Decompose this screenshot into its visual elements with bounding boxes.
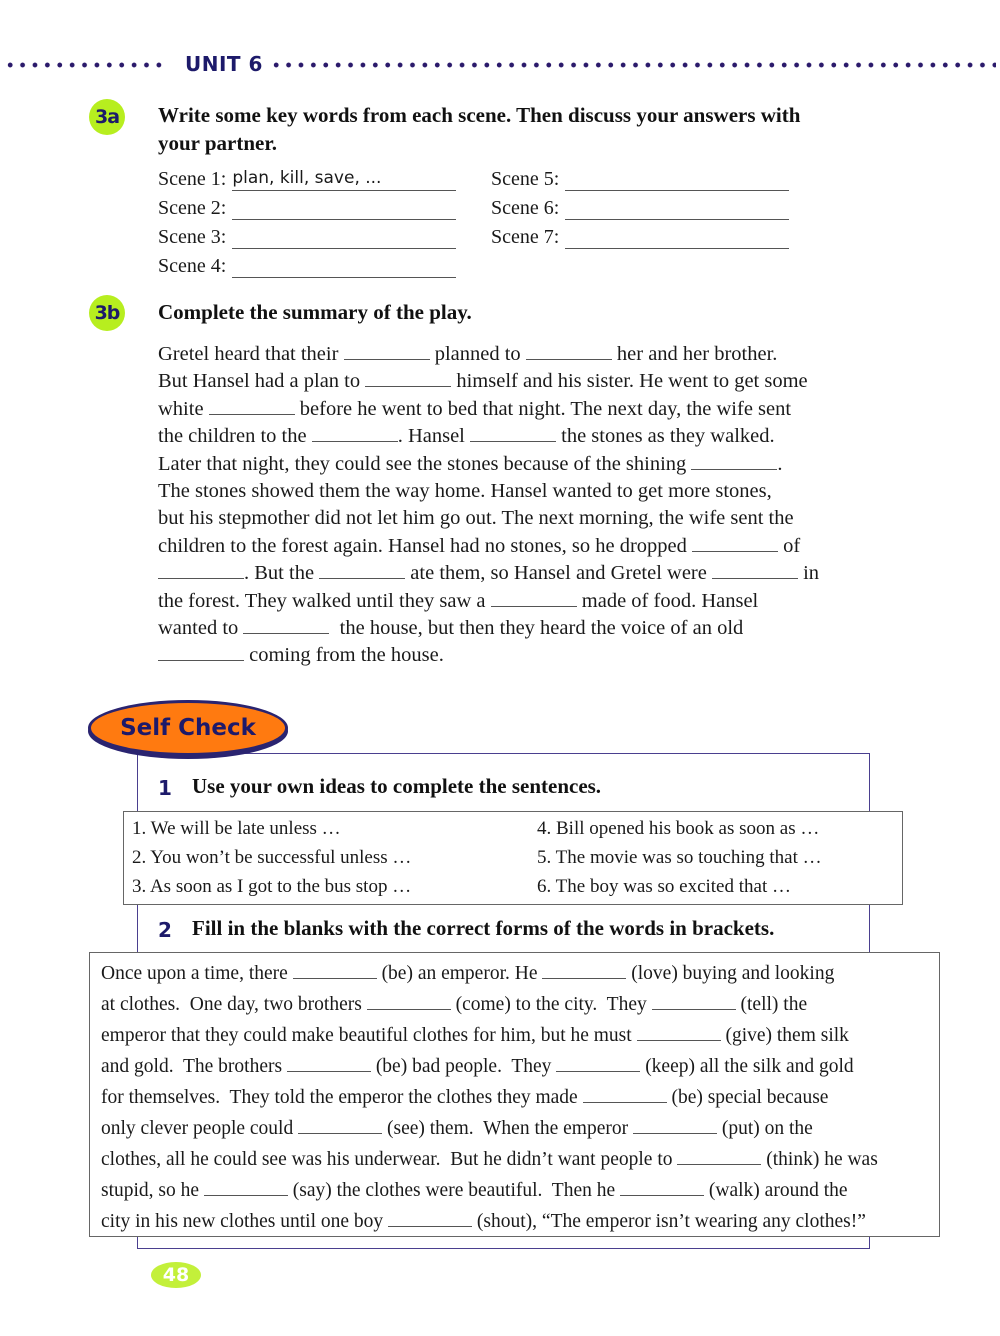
text-line: [101, 1020, 939, 1051]
exercise-3a-instruction: [158, 101, 800, 157]
section-2-title: Fill in the blanks with the correct forms of the words in brackets.: [192, 916, 775, 940]
text-segment: the stones as they walked.: [556, 425, 775, 448]
answer-blank[interactable]: [637, 1023, 721, 1041]
answer-blank[interactable]: [367, 992, 451, 1010]
text-segment: (say) the clothes were beautiful. Then he: [287, 1180, 621, 1201]
scene-2-field[interactable]: [158, 197, 456, 220]
summary-paragraph: [158, 341, 918, 670]
scene-6-field[interactable]: [491, 197, 789, 220]
text-line: [158, 368, 918, 395]
text-line: [158, 505, 918, 532]
scene-label: Scene 1:: [158, 168, 227, 190]
answer-blank[interactable]: [243, 615, 329, 634]
scene-4-field[interactable]: [158, 255, 456, 278]
text-segment: Once upon a time, there: [101, 963, 293, 984]
answer-blank[interactable]: [344, 341, 430, 360]
text-segment: (see) them. When the emperor: [382, 1118, 633, 1139]
answer-blank[interactable]: [293, 961, 377, 979]
text-segment: (be) an emperor. He: [376, 963, 543, 984]
scene-label: Scene 7:: [491, 226, 560, 248]
text-segment: in: [797, 562, 820, 585]
answer-blank[interactable]: [158, 560, 244, 579]
text-line: [101, 1113, 939, 1144]
answer-blank[interactable]: [470, 423, 556, 442]
text-segment: her and her brother.: [611, 343, 778, 365]
text-line: [101, 1175, 939, 1206]
answer-blank[interactable]: [312, 423, 398, 442]
scene-answer-line[interactable]: [232, 255, 456, 278]
section-2-number: 2: [158, 918, 172, 942]
text-segment: but his stepmother did not let him go out. The next morning, the wife sent the: [158, 507, 794, 530]
scene-label: Scene 6:: [491, 197, 560, 219]
answer-blank[interactable]: [319, 560, 405, 579]
text-segment: city in his new clothes until one boy: [101, 1211, 389, 1232]
text-segment: . But the: [244, 562, 320, 585]
text-line: [158, 642, 918, 669]
instruction-line-2: your partner.: [158, 131, 278, 155]
answer-blank[interactable]: [287, 1054, 371, 1072]
instruction-line-1: Write some key words from each scene. Then discuss your answers with: [158, 103, 801, 127]
text-segment: stupid, so he: [101, 1180, 204, 1201]
text-segment: and gold. The brothers: [101, 1056, 287, 1077]
answer-blank[interactable]: [691, 451, 777, 470]
answer-blank[interactable]: [542, 961, 626, 979]
text-segment: (be) bad people. They: [370, 1056, 557, 1077]
sentence-prompt: 6. The boy was so excited that …: [537, 876, 791, 897]
exercise-3b-instruction: Complete the summary of the play.: [158, 300, 472, 324]
scene-answer-line[interactable]: [565, 168, 789, 191]
text-segment: (walk) around the: [704, 1180, 848, 1201]
text-segment: of: [778, 534, 801, 557]
scene-5-field[interactable]: [491, 168, 789, 191]
text-segment: (keep) all the silk and gold: [640, 1056, 854, 1077]
answer-blank[interactable]: [204, 1178, 288, 1196]
exercise-badge-3a: 3a: [89, 99, 125, 135]
text-segment: planned to: [429, 343, 526, 365]
answer-blank[interactable]: [491, 588, 577, 607]
text-segment: Gretel heard that their: [158, 343, 344, 365]
text-segment: (be) special because: [666, 1087, 829, 1108]
text-segment: clothes, all he could see was his underwear. But he didn’t want people to: [101, 1149, 678, 1170]
text-line: [158, 451, 918, 478]
answer-blank[interactable]: [209, 396, 295, 415]
answer-blank[interactable]: [556, 1054, 640, 1072]
text-segment: (put) on the: [716, 1118, 813, 1139]
answer-blank[interactable]: [633, 1116, 717, 1134]
text-line: [158, 478, 918, 505]
answer-blank[interactable]: [712, 560, 798, 579]
text-segment: . Hansel: [397, 425, 471, 448]
text-line: [158, 396, 918, 423]
text-line: [158, 560, 918, 587]
section-1-number: 1: [158, 776, 172, 800]
text-segment: Later that night, they could see the stones because of the shining: [158, 452, 692, 475]
scene-label: Scene 4:: [158, 255, 227, 277]
text-segment: at clothes. One day, two brothers: [101, 994, 367, 1015]
text-segment: himself and his sister. He went to get some: [451, 370, 808, 393]
answer-blank[interactable]: [388, 1209, 472, 1227]
text-segment: children to the forest again. Hansel had no stones, so he dropped: [158, 534, 693, 557]
scene-label: Scene 3:: [158, 226, 227, 248]
text-segment: the forest. They walked until they saw a: [158, 589, 491, 612]
text-segment: (love) buying and looking: [626, 963, 835, 984]
sentence-prompt: 1. We will be late unless …: [132, 818, 341, 839]
answer-blank[interactable]: [677, 1147, 761, 1165]
exercise-badge-3b: 3b: [89, 295, 125, 331]
sentence-prompt: 2. You won’t be successful unless …: [132, 847, 412, 868]
text-segment: The stones showed them the way home. Hansel wanted to get more stones,: [158, 479, 772, 502]
text-segment: white: [158, 397, 209, 420]
scene-answer-line[interactable]: [232, 197, 456, 220]
page-number: 48: [151, 1262, 201, 1288]
text-segment: But Hansel had a plan to: [158, 370, 366, 393]
text-segment: only clever people could: [101, 1118, 299, 1139]
text-segment: (come) to the city. They: [450, 994, 652, 1015]
text-line: [101, 1082, 939, 1113]
scene-7-field[interactable]: [491, 226, 789, 249]
text-line: [158, 423, 918, 450]
answer-blank[interactable]: [158, 642, 244, 661]
text-segment: emperor that they could make beautiful clothes for him, but he must: [101, 1025, 637, 1046]
scene-answer-line[interactable]: plan, kill, save, ...: [232, 168, 456, 191]
text-line: [101, 958, 939, 989]
text-segment: ate them, so Hansel and Gretel were: [405, 562, 712, 585]
answer-blank[interactable]: [365, 368, 451, 387]
self-check-title: Self Check: [88, 700, 288, 756]
text-line: [158, 588, 918, 615]
answer-blank[interactable]: [583, 1085, 667, 1103]
answer-blank[interactable]: [298, 1116, 382, 1134]
text-line: [158, 341, 918, 368]
text-segment: .: [777, 452, 783, 475]
sentence-prompt: 4. Bill opened his book as soon as …: [537, 818, 820, 839]
text-line: [158, 615, 918, 642]
unit-title: UNIT 6: [185, 52, 263, 76]
text-segment: made of food. Hansel: [576, 589, 759, 612]
text-segment: for themselves. They told the emperor the clothes they made: [101, 1087, 583, 1108]
header-dotted-rule-right: [270, 62, 996, 68]
text-segment: (think) he was: [761, 1149, 878, 1170]
text-segment: the house, but then they heard the voice of an old: [329, 616, 744, 639]
answer-blank[interactable]: [620, 1178, 704, 1196]
scene-3-field[interactable]: [158, 226, 456, 249]
sentence-prompt: 5. The movie was so touching that …: [537, 847, 822, 868]
text-segment: (shout), “The emperor isn’t wearing any clothes!”: [472, 1211, 866, 1232]
sentence-prompts-box: [123, 811, 903, 905]
scene-answer-line[interactable]: [565, 226, 789, 249]
scene-answer-line[interactable]: [565, 197, 789, 220]
text-line: [158, 533, 918, 560]
text-segment: before he went to bed that night. The next day, the wife sent: [294, 397, 792, 420]
answer-blank[interactable]: [652, 992, 736, 1010]
sentence-prompt: 3. As soon as I got to the bus stop …: [132, 876, 412, 897]
answer-blank[interactable]: [526, 341, 612, 360]
text-segment: (tell) the: [735, 994, 808, 1015]
header-dotted-rule-left: [4, 62, 166, 68]
fill-in-story-box: [89, 952, 940, 1237]
text-line: [101, 1206, 939, 1237]
text-segment: wanted to: [158, 616, 244, 639]
text-line: [101, 1144, 939, 1175]
scene-label: Scene 2:: [158, 197, 227, 219]
text-line: [101, 989, 939, 1020]
text-line: [101, 1051, 939, 1082]
answer-blank[interactable]: [692, 533, 778, 552]
scene-answer-line[interactable]: [232, 226, 456, 249]
text-segment: (give) them silk: [720, 1025, 849, 1046]
section-1-title: Use your own ideas to complete the sentences.: [192, 774, 602, 798]
text-segment: the children to the: [158, 425, 312, 448]
text-segment: coming from the house.: [244, 644, 444, 667]
scene-label: Scene 5:: [491, 168, 560, 190]
scene-1-field[interactable]: [158, 168, 456, 191]
